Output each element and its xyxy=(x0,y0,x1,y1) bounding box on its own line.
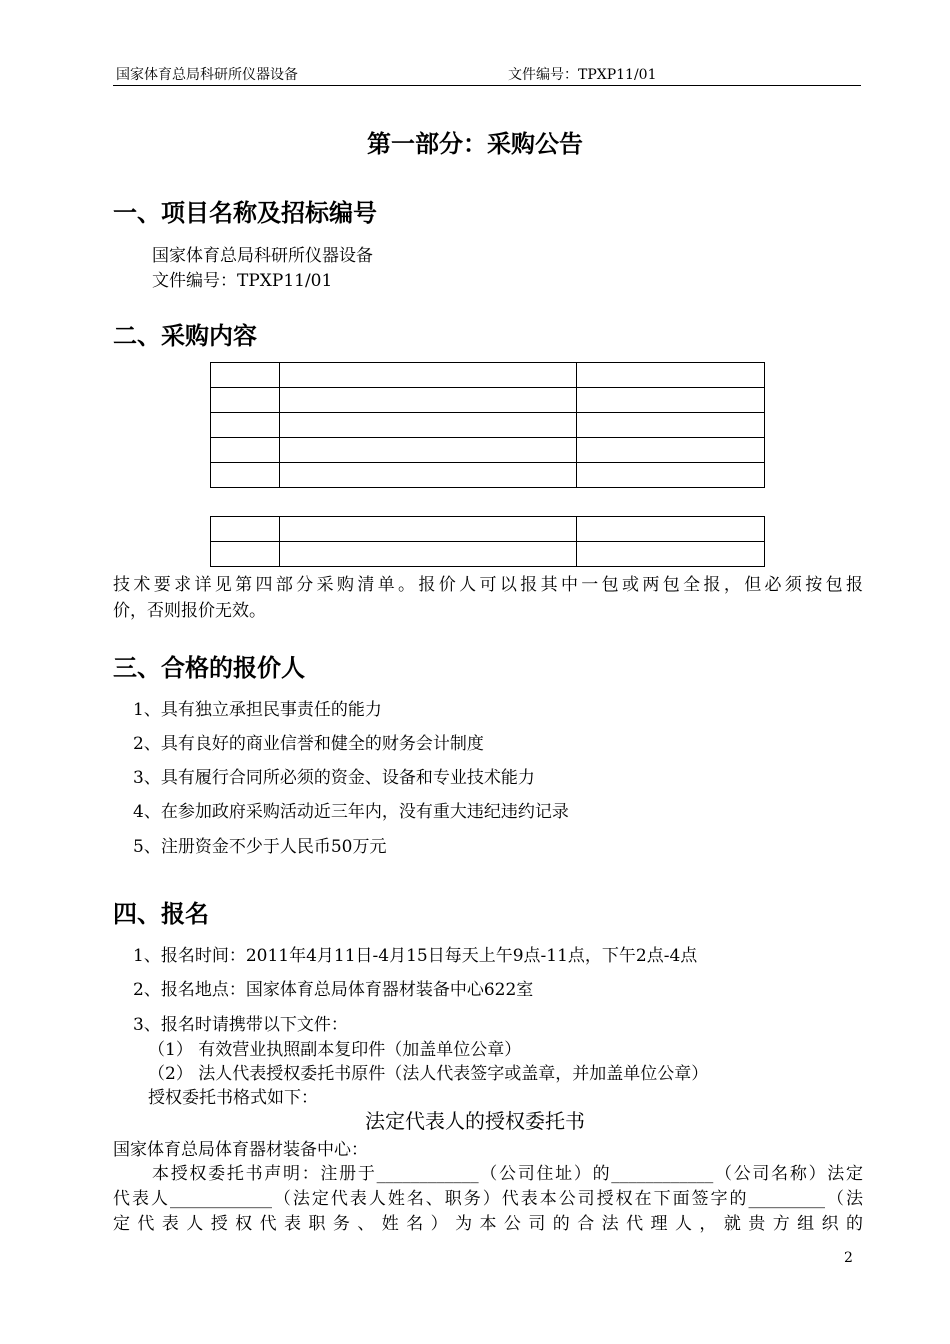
package-table-1 xyxy=(210,362,765,488)
table-row xyxy=(211,542,765,567)
section4-heading: 四、报名 xyxy=(113,899,209,928)
sub-list-item: （1） 有效营业执照副本复印件（加盖单位公章） xyxy=(148,1040,522,1060)
table-row xyxy=(211,438,765,463)
section1-heading: 一、项目名称及招标编号 xyxy=(113,198,377,227)
table-row xyxy=(211,363,765,388)
list-item: 3、具有履行合同所必须的资金、设备和专业技术能力 xyxy=(133,768,535,788)
letter-line1: 本授权委托书声明：注册于____________（公司住址）的____________（公司名称）法定 xyxy=(152,1164,863,1184)
table-row xyxy=(211,463,765,488)
letter-line2: 代表人____________（法定代表人姓名、职务）代表本公司授权在下面签字的_________（法 xyxy=(113,1189,863,1209)
format-intro: 授权委托书格式如下： xyxy=(148,1088,318,1108)
package-table-2 xyxy=(210,516,765,567)
file-number: 文件编号：TPXP11/01 xyxy=(152,271,333,291)
table-row xyxy=(211,413,765,438)
list-item: 2、报名地点：国家体育总局体育器材装备中心622室 xyxy=(133,980,534,1000)
list-item: 4、在参加政府采购活动近三年内，没有重大违纪违约记录 xyxy=(133,802,569,822)
table-row xyxy=(211,388,765,413)
tech-note-line1: 技术要求详见第四部分采购清单。报价人可以报其中一包或两包全报，但必须按包报 xyxy=(113,575,863,595)
page-number: 2 xyxy=(844,1250,853,1266)
list-item: 1、报名时间：2011年4月11日-4月15日每天上午9点-11点，下午2点-4点 xyxy=(133,946,698,966)
header-rule xyxy=(113,85,861,86)
tech-note-line2: 价，否则报价无效。 xyxy=(113,601,266,621)
header-right: 文件编号：TPXP11/01 xyxy=(508,67,657,83)
letter-title: 法定代表人的授权委托书 xyxy=(365,1109,585,1133)
sub-list-item: （2） 法人代表授权委托书原件（法人代表签字或盖章，并加盖单位公章） xyxy=(148,1064,709,1084)
letter-line3: 定代表人授权代表职务、姓名）为本公司的合法代理人，就贵方组织的 xyxy=(113,1214,863,1234)
letter-recipient: 国家体育总局体育器材装备中心： xyxy=(113,1140,368,1160)
list-item: 5、注册资金不少于人民币50万元 xyxy=(133,837,387,857)
list-item: 2、具有良好的商业信誉和健全的财务会计制度 xyxy=(133,734,484,754)
list-item: 1、具有独立承担民事责任的能力 xyxy=(133,700,382,720)
table-row xyxy=(211,517,765,542)
header-left: 国家体育总局科研所仪器设备 xyxy=(116,67,298,83)
page-title: 第一部分：采购公告 xyxy=(367,129,583,158)
section2-heading: 二、采购内容 xyxy=(113,321,257,350)
project-name: 国家体育总局科研所仪器设备 xyxy=(152,246,373,266)
section3-heading: 三、合格的报价人 xyxy=(113,653,305,682)
list-item: 3、报名时请携带以下文件： xyxy=(133,1015,348,1035)
